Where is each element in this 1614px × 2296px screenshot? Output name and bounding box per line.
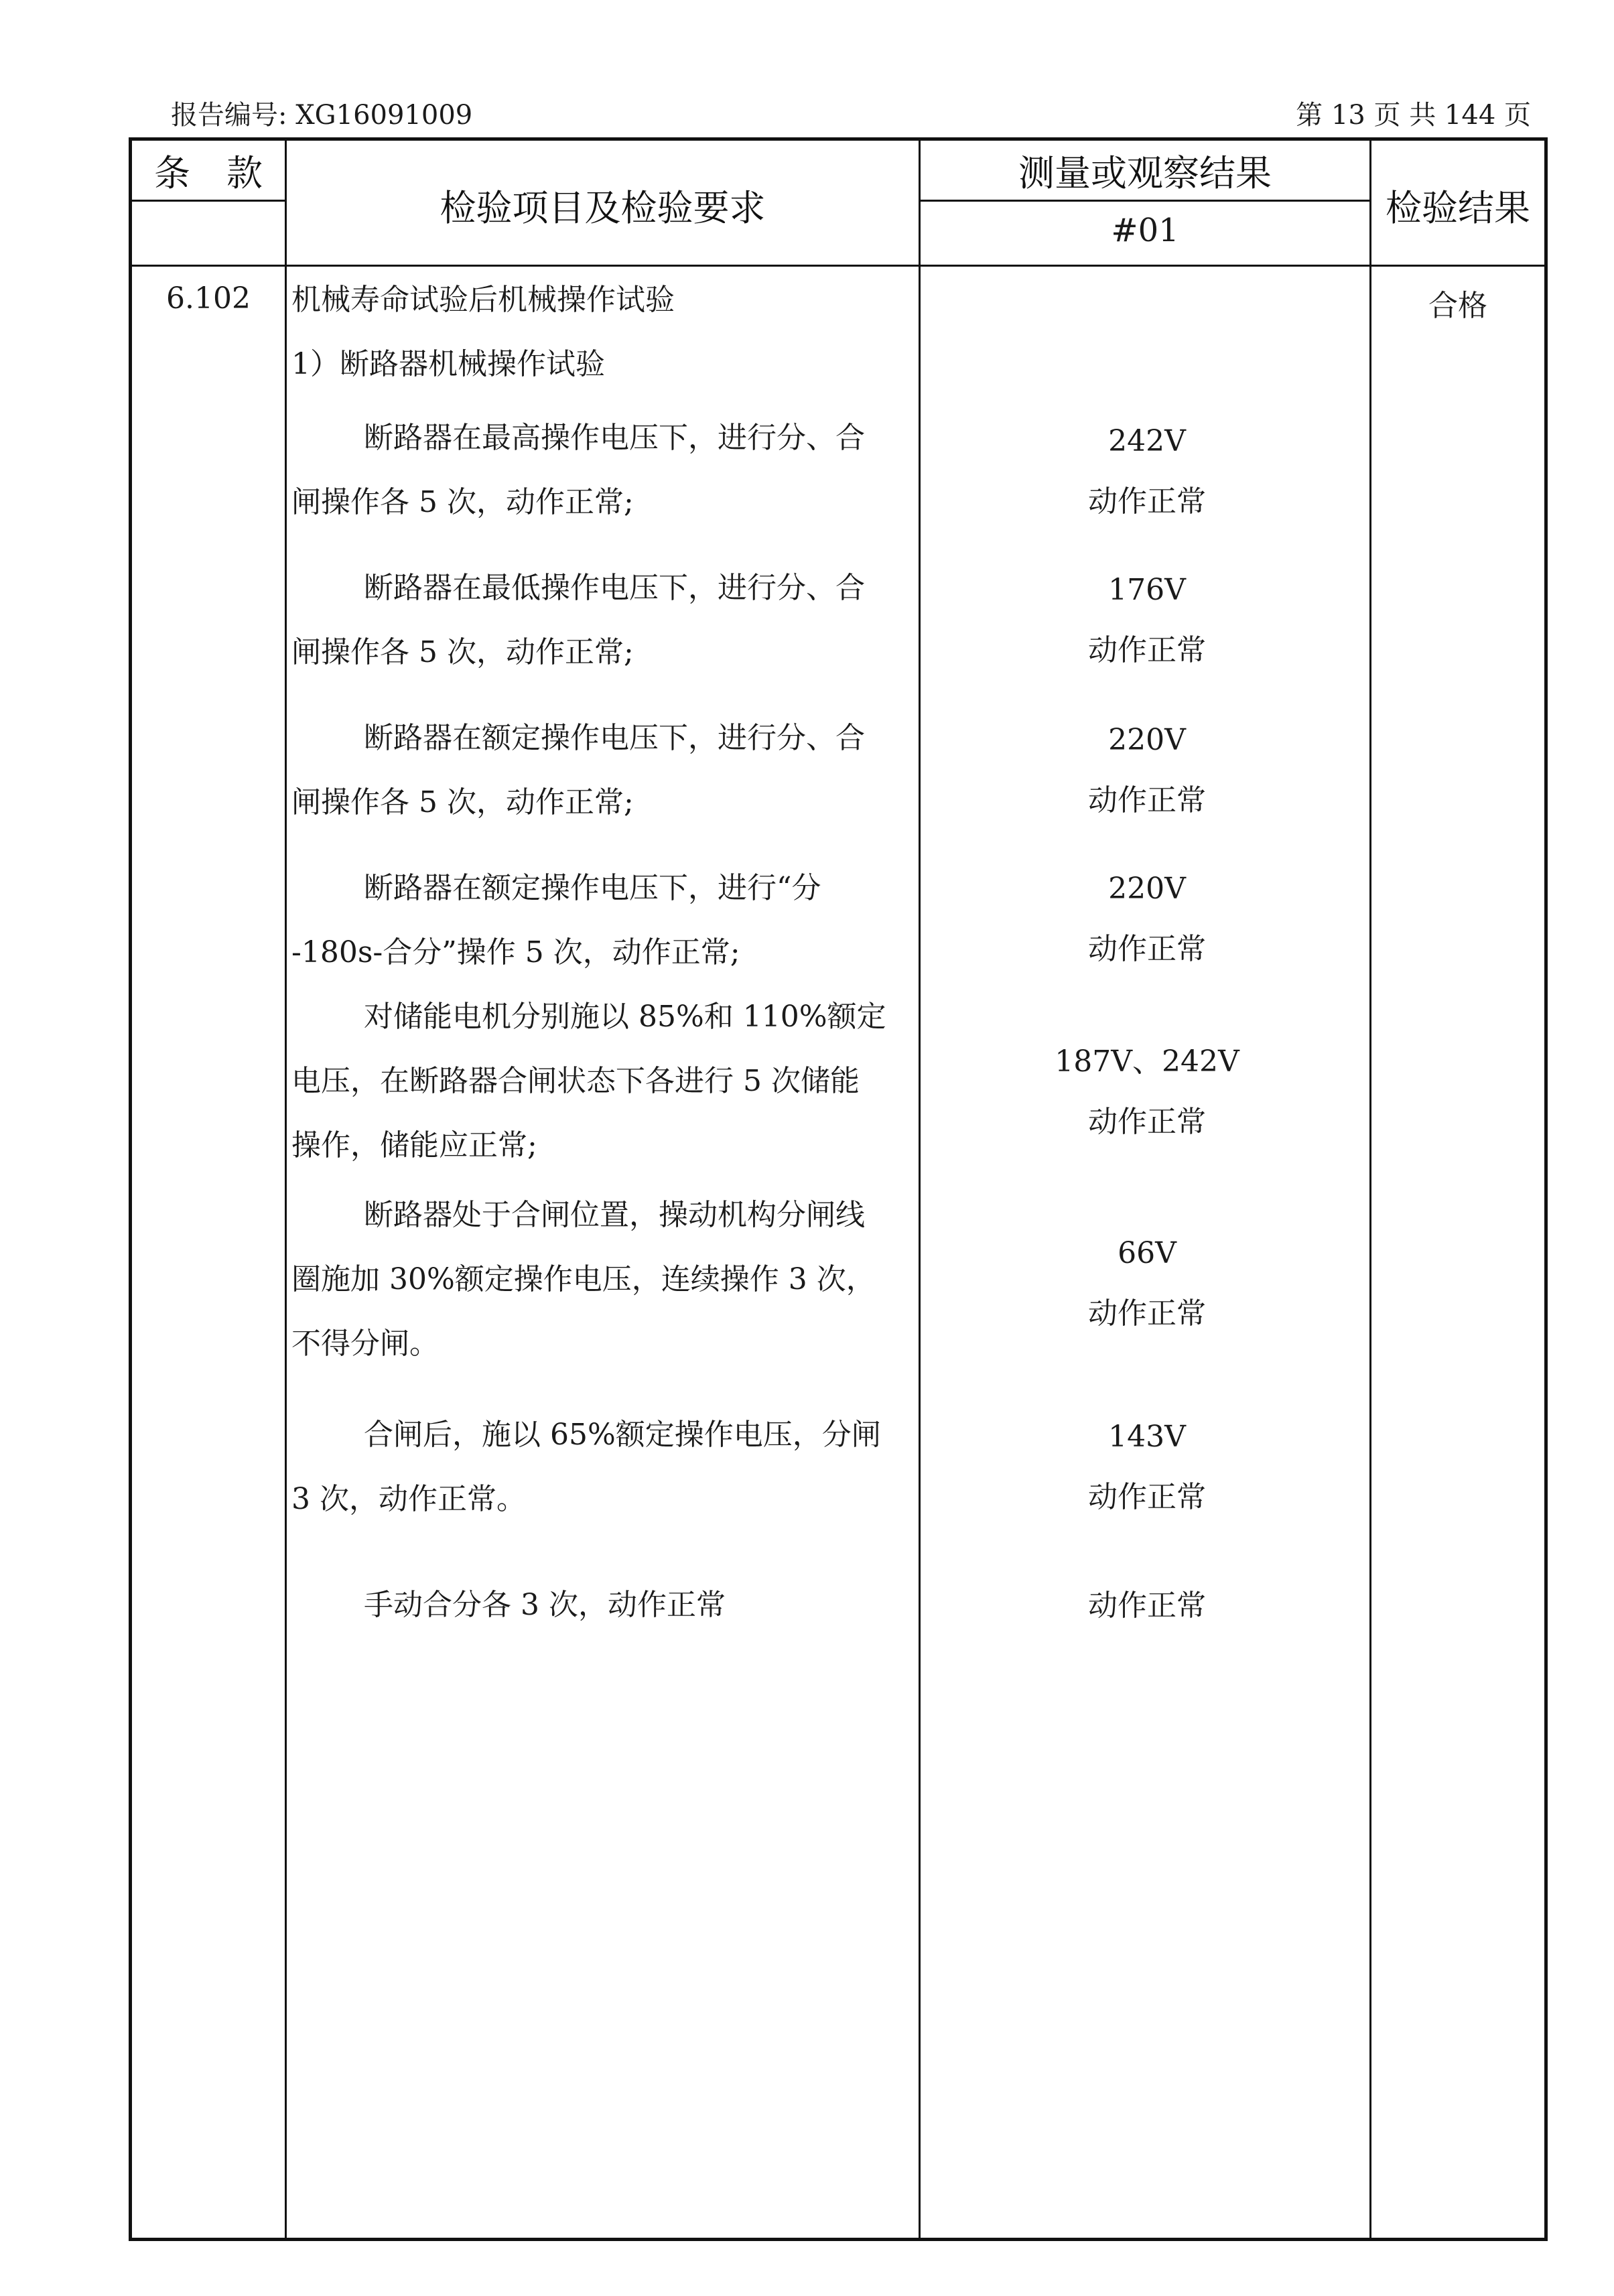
- requirement-line: 闸操作各 5 次，动作正常;: [291, 485, 634, 519]
- requirement-item: [291, 556, 918, 685]
- measurement-item: [923, 1032, 1371, 1152]
- requirement-line: 闸操作各 5 次，动作正常;: [291, 635, 634, 669]
- requirement-subtitle: 1）断路器机械操作试验: [291, 347, 605, 381]
- measurement-item: [923, 1407, 1371, 1528]
- requirement-item: [291, 406, 918, 535]
- requirement-item: [291, 706, 918, 835]
- report-number: 报告编号: XG16091009: [171, 100, 473, 131]
- requirement-line: 操作，储能应正常;: [291, 1128, 537, 1162]
- requirement-line: 手动合分各 3 次，动作正常: [364, 1588, 726, 1622]
- requirement-line: 电压，在断路器合闸状态下各进行 5 次储能: [291, 1064, 860, 1098]
- measured-voltage: 220V: [1108, 872, 1186, 906]
- clause-number: 6.102: [166, 281, 251, 316]
- measured-status: 动作正常: [1088, 1480, 1206, 1514]
- requirement-line: 合闸后，施以 65%额定操作电压，分闸: [364, 1418, 881, 1452]
- requirement-title-block: [291, 268, 918, 397]
- requirement-line: 3 次，动作正常。: [291, 1482, 526, 1516]
- measured-voltage: 176V: [1108, 573, 1186, 607]
- measurement-item: [923, 560, 1371, 681]
- header-bottom-line: [132, 265, 1544, 267]
- col-divider-1: [285, 141, 287, 2238]
- header-measure-divider: [919, 200, 1369, 202]
- measured-voltage: 242V: [1108, 424, 1186, 458]
- header-measure: 测量或观察结果: [1018, 152, 1272, 194]
- requirement-item: [291, 1573, 918, 1637]
- header-clause-divider: [132, 200, 285, 202]
- header-clause: 条 款: [154, 152, 263, 194]
- requirement-item: [291, 856, 918, 985]
- requirement-line: 断路器在额定操作电压下，进行“分: [364, 871, 821, 905]
- measurement-item: [923, 1576, 1371, 1636]
- measured-status: 动作正常: [1088, 1296, 1206, 1331]
- requirement-line: 断路器处于合闸位置，操动机构分闸线: [364, 1198, 865, 1232]
- requirement-line: 闸操作各 5 次，动作正常;: [291, 785, 634, 819]
- requirement-line: 对储能电机分别施以 85%和 110%额定: [364, 1000, 886, 1034]
- verdict: 合格: [1428, 289, 1487, 323]
- measured-status: 动作正常: [1088, 783, 1206, 817]
- header-result: 检验结果: [1386, 187, 1530, 229]
- header-sample: #01: [1111, 212, 1179, 249]
- measured-voltage: 143V: [1108, 1420, 1186, 1454]
- measured-status: 动作正常: [1088, 1589, 1206, 1623]
- requirement-line: -180s-合分”操作 5 次，动作正常;: [291, 935, 740, 969]
- page-number: 第 13 页 共 144 页: [1296, 100, 1531, 131]
- measurement-item: [923, 411, 1371, 532]
- measurement-item: [923, 1223, 1371, 1344]
- measured-status: 动作正常: [1088, 484, 1206, 519]
- measured-status: 动作正常: [1088, 932, 1206, 966]
- measurement-item: [923, 710, 1371, 831]
- requirement-line: 不得分闸。: [291, 1327, 439, 1361]
- requirement-line: 断路器在最低操作电压下，进行分、合: [364, 571, 865, 605]
- page-header: [171, 87, 1531, 134]
- requirement-line: 断路器在额定操作电压下，进行分、合: [364, 721, 865, 755]
- requirement-item: [291, 1183, 918, 1376]
- col-divider-2: [919, 141, 921, 2238]
- requirement-item: [291, 1403, 918, 1532]
- header-item: 检验项目及检验要求: [440, 187, 766, 229]
- requirement-item: [291, 985, 918, 1178]
- measured-voltage: 220V: [1108, 723, 1186, 757]
- measurement-item: [923, 859, 1371, 980]
- requirement-line: 圈施加 30%额定操作电压，连续操作 3 次，: [291, 1262, 876, 1296]
- measured-status: 动作正常: [1088, 1105, 1206, 1139]
- measured-status: 动作正常: [1088, 633, 1206, 667]
- requirement-title: 机械寿命试验后机械操作试验: [291, 283, 675, 317]
- measured-voltage: 187V、242V: [1055, 1044, 1239, 1079]
- measured-voltage: 66V: [1118, 1236, 1176, 1270]
- requirement-line: 断路器在最高操作电压下，进行分、合: [364, 421, 865, 455]
- inspection-table: [129, 137, 1548, 2241]
